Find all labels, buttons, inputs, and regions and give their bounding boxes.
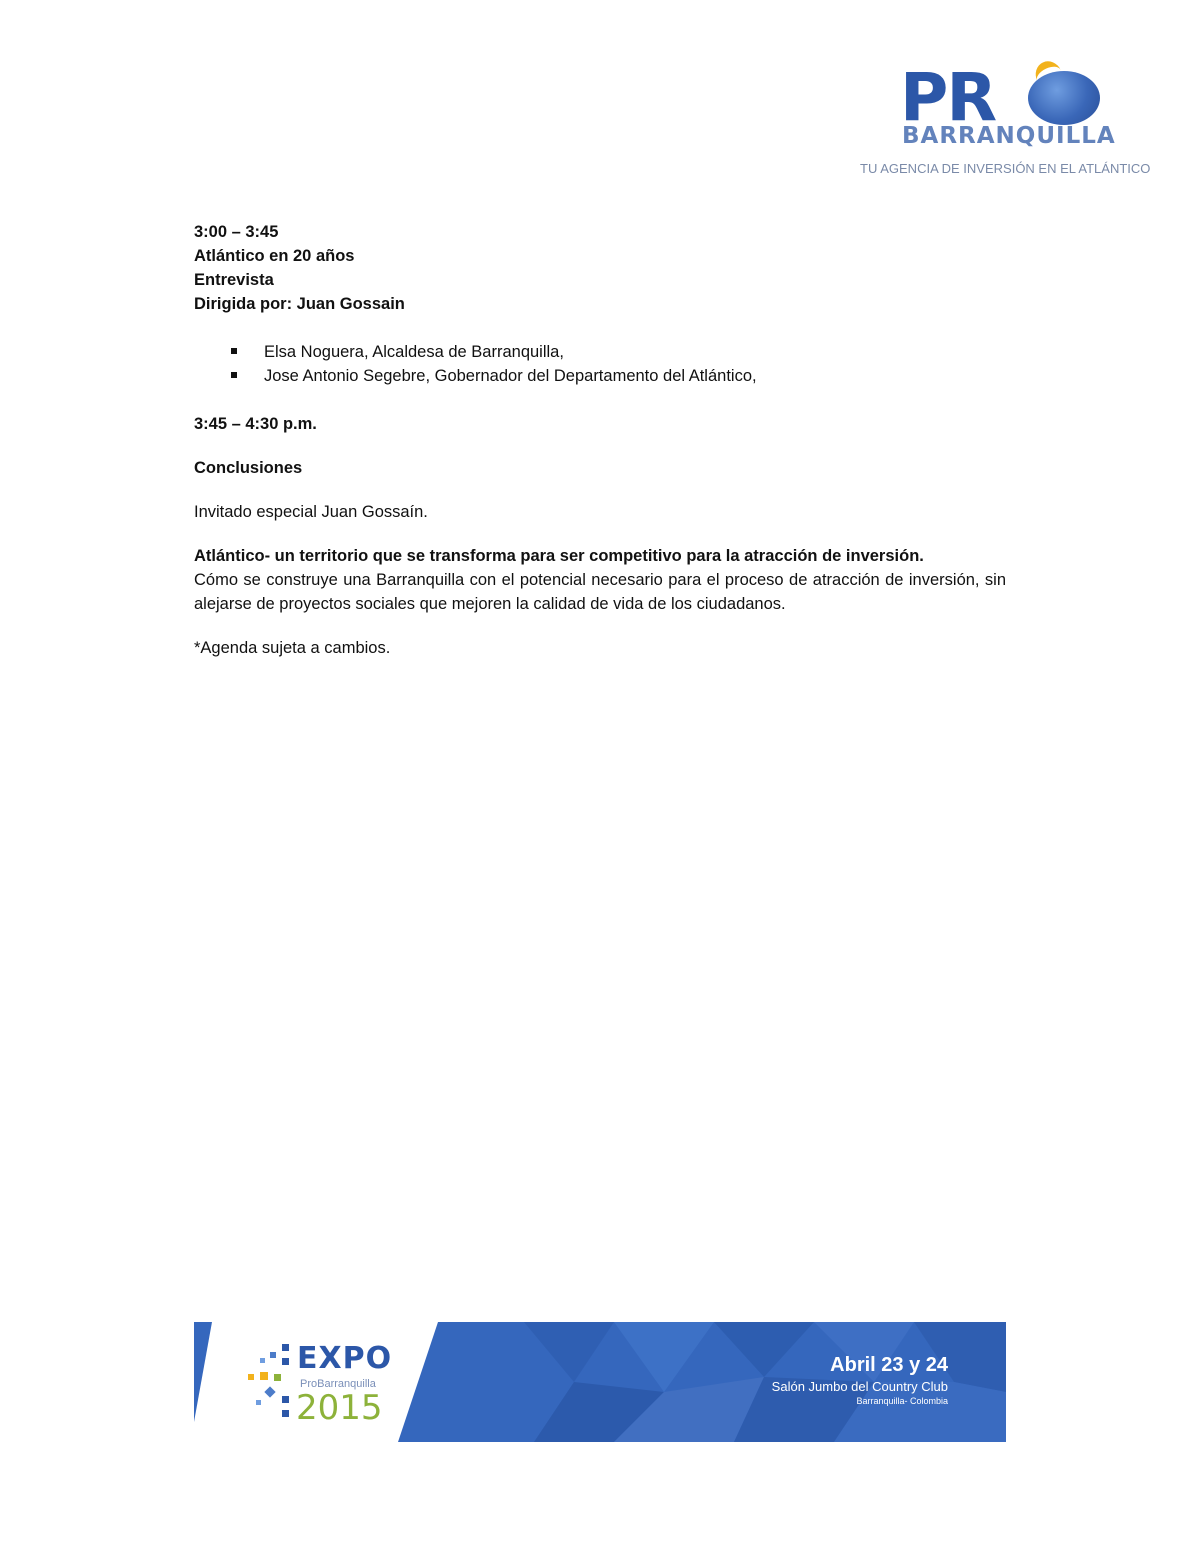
expo-word: EXPO	[297, 1341, 393, 1376]
expo-subtitle: ProBarranquilla	[300, 1378, 376, 1390]
session-1-moderator: Dirigida por: Juan Gossain	[194, 295, 405, 313]
expo-year: 2015	[296, 1388, 383, 1428]
agenda-content	[194, 220, 1006, 660]
session-2-time: 3:45 – 4:30 p.m.	[194, 415, 317, 433]
agenda-note: *Agenda sujeta a cambios.	[194, 639, 391, 657]
logo-word: PR	[900, 59, 996, 136]
event-city: Barranquilla- Colombia	[856, 1396, 948, 1406]
speaker-item: Elsa Noguera, Alcaldesa de Barranquilla,	[230, 340, 1006, 364]
expo-dots-icon	[242, 1340, 298, 1426]
speaker-item: Jose Antonio Segebre, Gobernador del Departamento del Atlántico,	[230, 364, 1006, 388]
session-1-time: 3:00 – 3:45	[194, 223, 279, 241]
logo-tagline: TU AGENCIA DE INVERSIÓN EN EL ATLÁNTICO	[860, 161, 1151, 176]
session-2-guest: Invitado especial Juan Gossaín.	[194, 503, 428, 521]
event-date: Abril 23 y 24	[830, 1354, 948, 1376]
topic-title: Atlántico- un territorio que se transforma para ser competitivo para la atracción de inversión.	[194, 547, 924, 565]
session-1-format: Entrevista	[194, 271, 274, 289]
session-1-header	[194, 220, 1006, 316]
speaker-list	[194, 340, 1006, 388]
session-2-title: Conclusiones	[194, 459, 303, 477]
logo-city: BARRANQUILLA	[902, 123, 1116, 149]
expo-banner	[194, 1322, 1006, 1442]
probarranquilla-logo	[850, 55, 1150, 185]
topic-body: Cómo se construye una Barranquilla con el potencial necesario para el proceso de atracción de inversión, sin alejarse de proyectos sociales que mejoren la calidad de vida de los ciudadanos.	[194, 571, 1006, 613]
event-venue: Salón Jumbo del Country Club	[771, 1379, 948, 1394]
session-1-title: Atlántico en 20 años	[194, 247, 355, 265]
